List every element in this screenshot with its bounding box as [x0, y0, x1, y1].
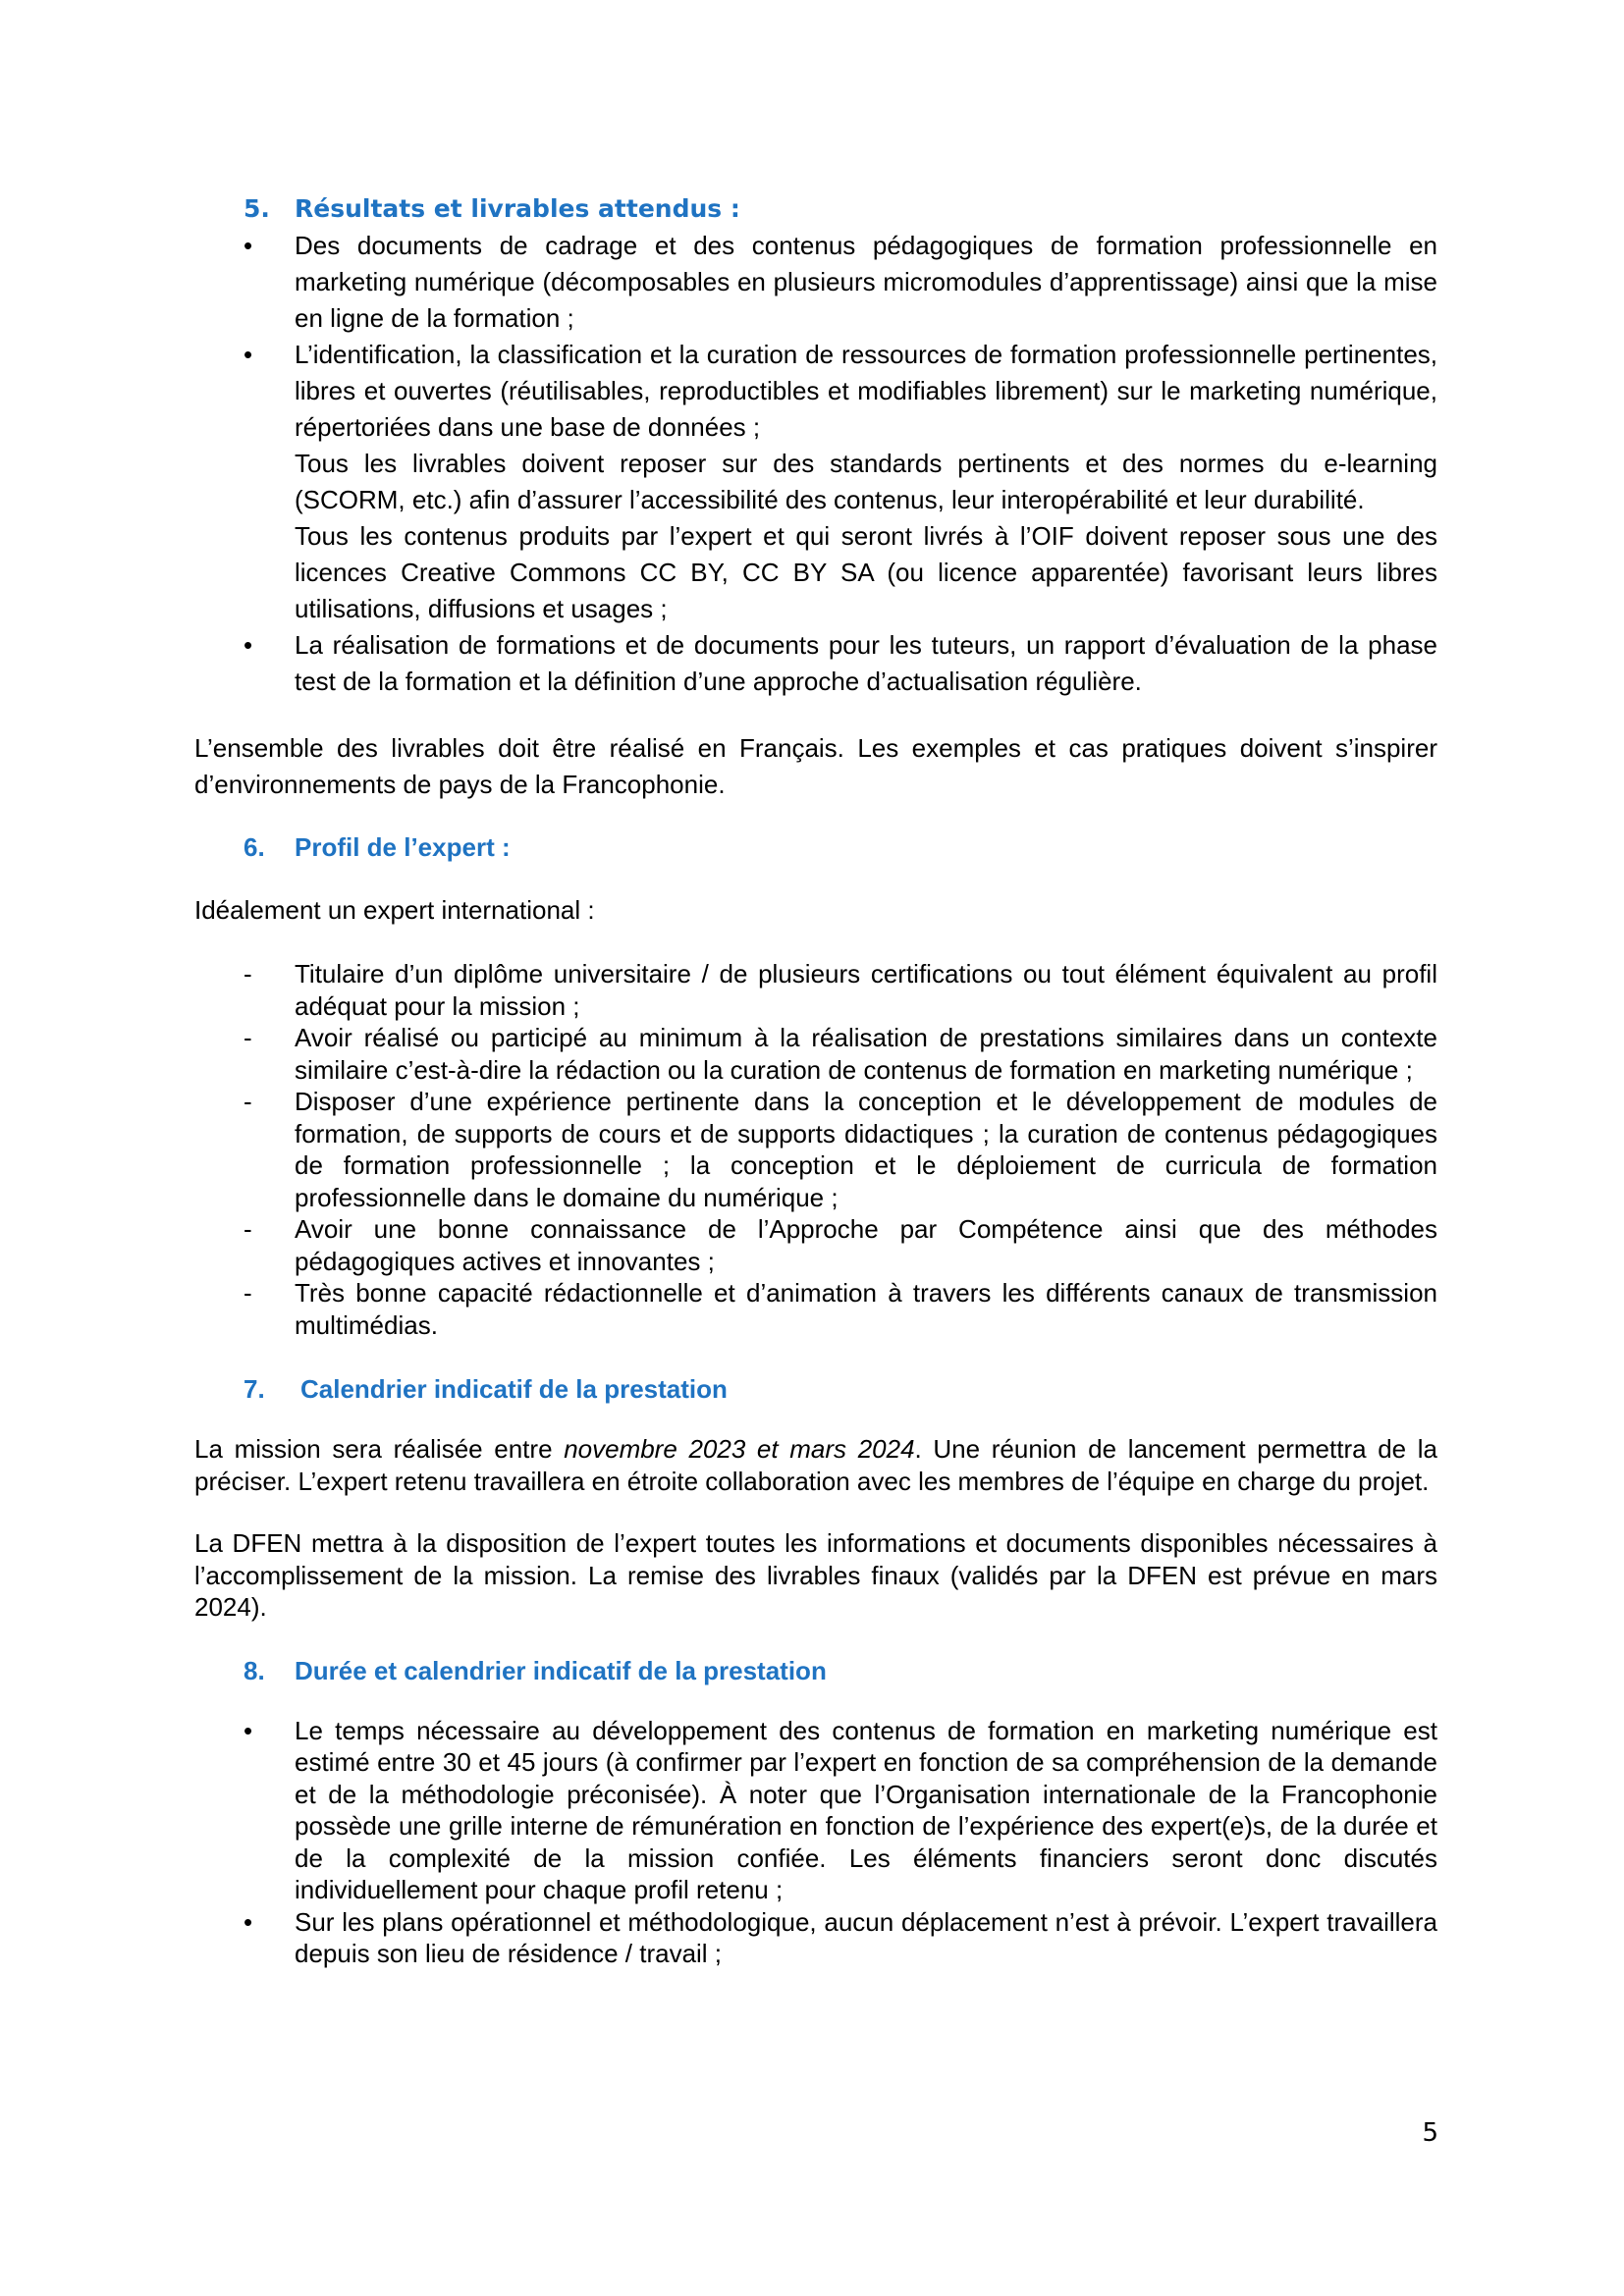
page-content: [194, 192, 1437, 1970]
list-item-text: Avoir réalisé ou participé au minimum à la réalisation de prestations similaires dans un contexte similaire c’est-à-dire la rédaction ou la curation de contenus de formation en marketing numérique ;: [295, 1023, 1437, 1085]
section-5-heading: [244, 192, 1437, 226]
dash-marker: -: [244, 1087, 252, 1116]
list-item: [194, 1022, 1437, 1086]
list-item-text: La réalisation de formations et de documents pour les tuteurs, un rapport d’évaluation de la phase test de la formation et la définition d’une approche d’actualisation régulière.: [295, 630, 1437, 696]
list-item-text: Sur les plans opérationnel et méthodologique, aucun déplacement n’est à prévoir. L’expert travaillera depuis son lieu de résidence / travail ;: [295, 1906, 1437, 1968]
list-item-text: Disposer d’une expérience pertinente dans la conception et le développement de modules de formation, de supports de cours et de supports didactiques ; la curation de contenus pédagogiques de formation professionnelle ; la conception et le déploiement de curricula de formation professionnelle dans le domaine du numérique ;: [295, 1087, 1437, 1212]
section-6-heading: [244, 830, 1437, 864]
section-5-number: 5.: [244, 194, 270, 223]
bullet-marker: •: [244, 340, 253, 369]
section-8-number: 8.: [244, 1655, 265, 1685]
dash-marker: -: [244, 1214, 252, 1244]
section-5-closing: L’ensemble des livrables doit être réalisé en Français. Les exemples et cas pratiques doivent s’inspirer d’environnements de pays de la Francophonie.: [194, 733, 1437, 799]
dash-marker: -: [244, 1278, 252, 1308]
bullet-marker: •: [244, 1715, 253, 1745]
list-item-text: Tous les livrables doivent reposer sur des standards pertinents et des normes du e-learning (SCORM, etc.) afin d’assurer l’accessibilité des contenus, leur interopérabilité et leur durabilité.: [295, 449, 1437, 514]
list-item-text: L’identification, la classification et la curation de ressources de formation professionnelle pertinentes, libres et ouvertes (réutilisables, reproductibles et modifiables librement) sur le marketing numérique, répertoriées dans une base de données ;: [295, 340, 1437, 442]
list-item-text: Titulaire d’un diplôme universitaire / de plusieurs certifications ou tout élément équivalent au profil adéquat pour la mission ;: [295, 959, 1437, 1021]
section-7-heading: [244, 1372, 1437, 1406]
bullet-marker: •: [244, 231, 253, 260]
list-item-text: Tous les contenus produits par l’expert et qui seront livrés à l’OIF doivent reposer sous une des licences Creative Commons CC BY, CC BY SA (ou licence apparentée) favorisant leurs libres utilisations, diffusions et usages ;: [295, 521, 1437, 623]
section-8-title: Durée et calendrier indicatif de la prestation: [295, 1655, 827, 1685]
list-item: [194, 1715, 1437, 1906]
section-8-heading: [244, 1654, 1437, 1687]
section-6-intro: Idéalement un expert international :: [194, 895, 595, 925]
bullet-marker: •: [244, 1906, 253, 1937]
list-item: [194, 958, 1437, 1022]
page-number: 5: [1422, 2118, 1438, 2148]
section-7-number: 7.: [244, 1374, 265, 1404]
section-7-paragraph-1: La mission sera réalisée entre novembre 2023 et mars 2024. Une réunion de lancement permettra de la préciser. L’expert retenu travaillera en étroite collaboration avec les membres de l’équipe en charge du projet.: [194, 1434, 1438, 1496]
list-item-text: Le temps nécessaire au développement des contenus de formation en marketing numérique est estimé entre 30 et 45 jours (à confirmer par l’expert en fonction de sa compréhension de la demande et de la méthodologie préconisée). À noter que l’Organisation internationale de la Francophonie possède une grille interne de rémunération en fonction de l’expérience des expert(e)s, de la durée et de la complexité de la mission confiée. Les éléments financiers seront donc discutés individuellement pour chaque profil retenu ;: [295, 1715, 1437, 1904]
section-6-title: Profil de l’expert :: [295, 832, 511, 862]
section-5-title: Résultats et livrables attendus :: [295, 194, 740, 223]
list-item: [194, 1213, 1437, 1277]
list-item: [194, 228, 1437, 337]
dash-marker: -: [244, 959, 252, 988]
section-6-list: [194, 958, 1437, 1341]
mission-dates: novembre 2023 et mars 2024: [564, 1434, 915, 1464]
dash-marker: -: [244, 1023, 252, 1052]
list-item-text: Avoir une bonne connaissance de l’Approche par Compétence ainsi que des méthodes pédagogiques actives et innovantes ;: [295, 1214, 1437, 1276]
list-item: [194, 337, 1437, 627]
section-6-number: 6.: [244, 832, 265, 862]
section-8-list: [194, 1715, 1437, 1970]
section-7-paragraph-2: La DFEN mettra à la disposition de l’expert toutes les informations et documents disponibles nécessaires à l’accomplissement de la mission. La remise des livrables finaux (validés par la DFEN est prévue en mars 2024).: [194, 1528, 1437, 1622]
list-item: [194, 1086, 1437, 1213]
list-item: [194, 1906, 1437, 1970]
list-item: [194, 627, 1437, 700]
list-item-text: Des documents de cadrage et des contenus pédagogiques de formation professionnelle en marketing numérique (décomposables en plusieurs micromodules d’apprentissage) ainsi que la mise en ligne de la formation ;: [295, 231, 1437, 333]
section-5-list: [194, 228, 1437, 700]
section-7-title: Calendrier indicatif de la prestation: [300, 1374, 728, 1404]
list-item: [194, 1277, 1437, 1341]
bullet-marker: •: [244, 630, 253, 660]
list-item-text: Très bonne capacité rédactionnelle et d’animation à travers les différents canaux de transmission multimédias.: [295, 1278, 1437, 1340]
